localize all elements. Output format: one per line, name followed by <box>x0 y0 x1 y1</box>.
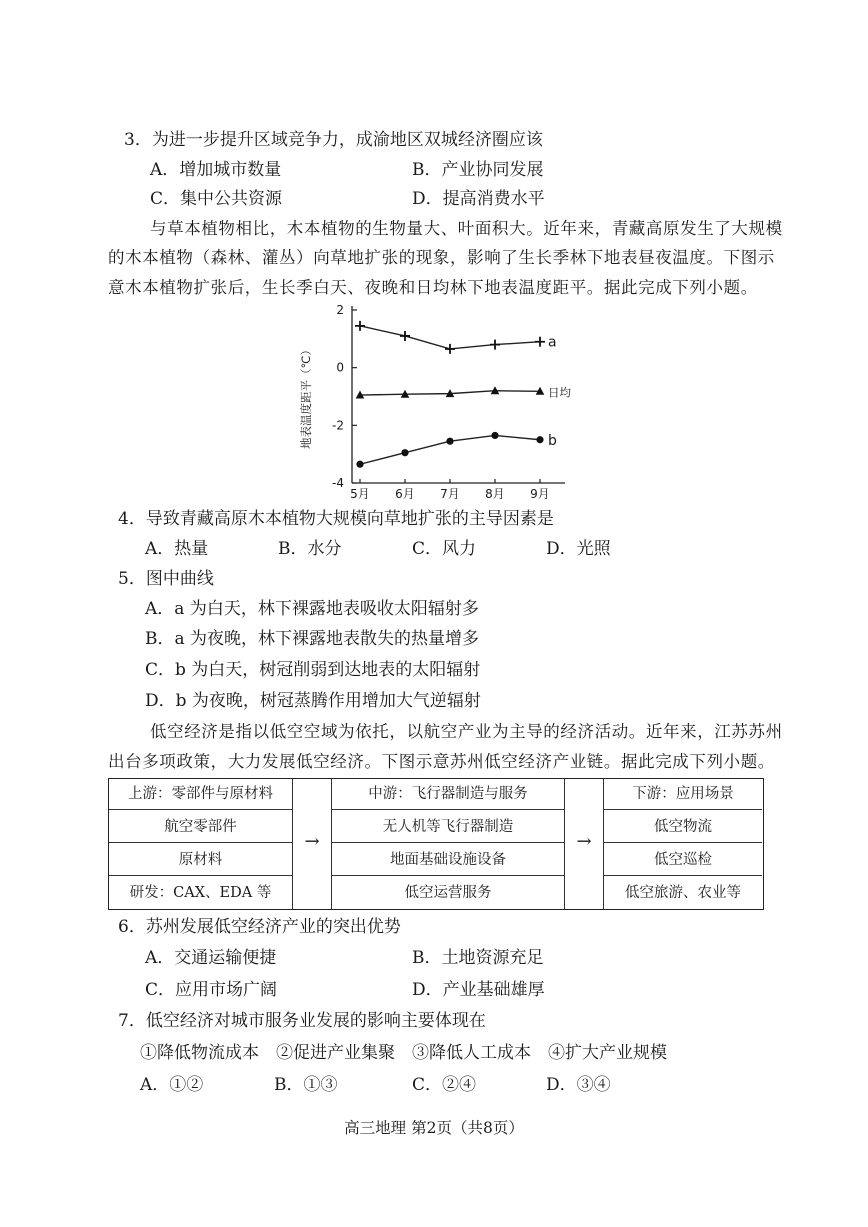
midstream-header: 中游：飞行器制造与服务 <box>332 779 564 810</box>
x-tick-label: 5月 <box>350 487 370 501</box>
q5-option-b: B．a 为夜晚，林下裸露地表散失的热量增多 <box>145 629 480 649</box>
q4-stem: 4．导致青藏高原木本植物大规模向草地扩张的主导因素是 <box>118 509 554 529</box>
passage2-line1: 低空经济是指以低空空域为依托，以航空产业为主导的经济活动。近年来，江苏苏州 <box>150 722 783 741</box>
passage2-line2: 出台多项政策，大力发展低空经济。下图示意苏州低空经济产业链。据此完成下列小题。 <box>108 752 775 771</box>
midstream-item: 地面基础设施设备 <box>332 845 564 876</box>
data-point <box>490 340 500 350</box>
y-axis-label: 地表温度距平（℃） <box>299 344 313 449</box>
data-point <box>491 432 498 439</box>
downstream-column <box>604 779 762 909</box>
passage1-line1: 与草本植物相比，木本植物的生物量大、叶面积大。近年来，青藏高原发生了大规模 <box>150 219 783 238</box>
x-tick-label: 6月 <box>395 487 415 501</box>
midstream-item: 低空运营服务 <box>404 885 492 901</box>
q4-option-b: B．水分 <box>278 539 342 559</box>
data-point <box>400 331 410 341</box>
q5-option-d: D．b 为夜晚，树冠蒸腾作用增加大气逆辐射 <box>145 691 481 711</box>
q7-option-b: B．①③ <box>274 1075 338 1095</box>
downstream-item: 低空旅游、农业等 <box>625 885 741 901</box>
q7-option-d: D．③④ <box>546 1075 611 1095</box>
y-tick-label: -4 <box>332 476 344 490</box>
q7-option-c: C．②④ <box>412 1075 477 1095</box>
temperature-anomaly-chart <box>290 298 590 503</box>
q3-stem: 3．为进一步提升区域竞争力，成渝地区双城经济圈应该 <box>124 130 543 150</box>
downstream-header: 下游：应用场景 <box>604 779 762 810</box>
q3-option-b: B．产业协同发展 <box>412 160 544 180</box>
q6-option-c: C．应用市场广阔 <box>145 980 278 1000</box>
data-point <box>445 344 455 354</box>
data-point <box>401 449 408 456</box>
data-point <box>356 461 363 468</box>
upstream-item: 航空零部件 <box>109 812 292 843</box>
arrow-right-icon: → <box>304 831 320 852</box>
data-point <box>355 321 365 331</box>
q3-option-c: C．集中公共资源 <box>150 189 283 209</box>
x-tick-label: 7月 <box>440 487 460 501</box>
arrow-upstream-to-midstream <box>292 779 332 909</box>
series-label: a <box>548 334 557 351</box>
y-tick-label: 2 <box>336 303 344 317</box>
passage1-line2: 的木本植物（森林、灌丛）向草地扩张的现象，影响了生长季林下地表昼夜温度。下图示 <box>108 248 775 267</box>
q5-option-a: A．a 为白天，林下裸露地表吸收太阳辐射多 <box>145 599 479 619</box>
q4-option-c: C．风力 <box>412 539 477 559</box>
data-point <box>536 436 543 443</box>
series-label: 日均 <box>548 385 571 400</box>
downstream-item: 低空巡检 <box>604 845 762 876</box>
q3-option-d: D．提高消费水平 <box>412 189 545 209</box>
q4-option-a: A．热量 <box>145 539 209 559</box>
upstream-column <box>109 779 292 909</box>
arrow-right-icon: → <box>576 831 592 852</box>
q5-stem: 5．图中曲线 <box>118 569 214 589</box>
q4-option-d: D．光照 <box>546 539 611 559</box>
q6-option-a: A．交通运输便捷 <box>145 948 277 968</box>
x-tick-label: 8月 <box>485 487 505 501</box>
page-footer: 高三地理 第2页（共8页） <box>344 1119 524 1137</box>
industry-chain-diagram <box>108 778 764 910</box>
arrow-midstream-to-downstream <box>564 779 604 909</box>
upstream-item: 研发：CAX、EDA 等 <box>129 885 272 901</box>
data-point <box>535 337 545 347</box>
x-tick-label: 9月 <box>530 487 550 501</box>
q6-option-d: D．产业基础雄厚 <box>412 980 545 1000</box>
q5-option-c: C．b 为白天，树冠削弱到达地表的太阳辐射 <box>145 660 481 680</box>
y-tick-label: -2 <box>332 418 344 433</box>
upstream-item: 原材料 <box>109 845 292 876</box>
y-tick-label: 0 <box>336 360 344 375</box>
q6-stem: 6．苏州发展低空经济产业的突出优势 <box>118 917 401 937</box>
downstream-item: 低空物流 <box>604 812 762 843</box>
q7-stem: 7．低空经济对城市服务业发展的影响主要体现在 <box>118 1011 486 1031</box>
q7-statements: ①降低物流成本 ②促进产业集聚 ③降低人工成本 ④扩大产业规模 <box>140 1043 667 1063</box>
passage1-line3: 意木本植物扩张后，生长季白天、夜晚和日均林下地表温度距平。据此完成下列小题。 <box>108 278 758 297</box>
series-label: b <box>548 432 557 449</box>
midstream-column <box>332 779 564 909</box>
data-point <box>446 438 453 445</box>
midstream-item: 无人机等飞行器制造 <box>332 812 564 843</box>
q6-option-b: B．土地资源充足 <box>412 948 544 968</box>
upstream-header: 上游：零部件与原材料 <box>109 779 292 810</box>
q3-option-a: A．增加城市数量 <box>150 160 282 180</box>
q7-option-a: A．①② <box>140 1075 204 1095</box>
